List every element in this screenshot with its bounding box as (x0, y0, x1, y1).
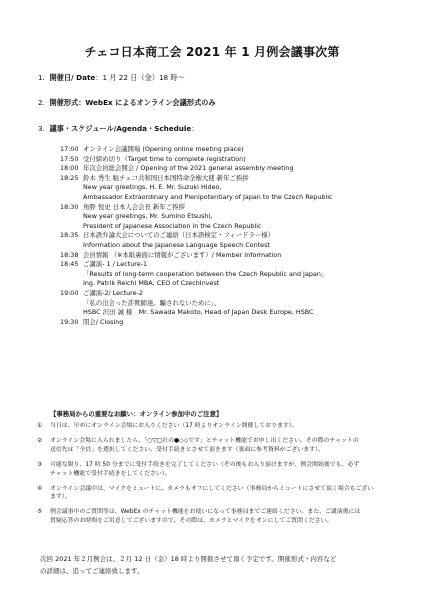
schedule-time (60, 183, 83, 193)
footer-note (40, 554, 336, 577)
notice-item (37, 422, 409, 431)
schedule-text: 年次会員総会開会 / Opening of the 2021 general assembly meeting (83, 164, 294, 173)
schedule-time (60, 241, 83, 251)
date-label: 開催日/ Date (49, 73, 96, 82)
schedule-time (60, 270, 83, 280)
schedule-time (60, 279, 83, 289)
notice-item (37, 461, 409, 479)
schedule-text: New year greetings, H. E. Mr. Suzuki Hideo, (83, 183, 222, 192)
schedule-text: ご講演-2/ Lecture-2 (83, 288, 143, 297)
schedule-row (60, 299, 410, 309)
notice-line: オンライン会場に入られましたら、「○▽□社の●◇◇です」とチャット機能でお申し出ください。その際のチャットの (50, 437, 359, 444)
schedule-row (60, 183, 410, 193)
agenda-number: 3. (38, 124, 45, 133)
schedule-row (60, 145, 410, 155)
schedule-row (60, 174, 410, 184)
page-title: チェコ日本商工会 2021 年 1 月例会議事次第 (84, 45, 340, 59)
schedule-time: 18:35 (60, 231, 79, 240)
format-number: 2. (38, 98, 45, 107)
footer-line: 次回 2021 年２月例会は、２月 12 日（金）18 時より開催させて頂く予定です。開催形式・内容など (40, 555, 337, 563)
notice-line: 送信先は「全員」を選択してください。受付手続きとさせて頂きます（裏面に参考資料がございます）。 (50, 446, 324, 453)
schedule-text: HSBC 沢田 誠 様 Mr. Sawada Makoto, Head of Japan Desk Europe, HSBC (83, 308, 314, 317)
schedule-text: 鈴木 秀生 駐チェコ共和国日本国特命全権大使 新年ご挨拶 (83, 173, 249, 182)
schedule-text: Ing. Patrik Reichl MBA, CEO of CzechInvest (83, 279, 220, 288)
schedule-text: 会員情報 （※本紙裏面に情報がございます）/ Member Information (83, 250, 282, 259)
schedule-row (60, 222, 410, 232)
schedule-time: 18:00 (60, 164, 79, 173)
schedule-time: 18:30 (60, 202, 79, 211)
notice-item (37, 508, 409, 526)
schedule-row (60, 155, 410, 165)
schedule-row (60, 260, 410, 270)
notice-text (50, 437, 409, 455)
notice-line: 当日は、早めにオンライン会場にお入りください（17 時よりオンライン開催しております）。 (50, 423, 298, 429)
date-line (38, 73, 185, 83)
schedule-text: President of Japanese Association in the Czech Republic (83, 221, 262, 230)
schedule-time (60, 212, 83, 222)
format-label: 開催形式：WebEx によるオンライン会議形式のみ (49, 98, 216, 107)
schedule-row (60, 203, 410, 213)
schedule-row (60, 279, 410, 289)
notes-list (37, 422, 409, 532)
schedule-text: Ambassador Extraordinary and Plenipotentiary of Japan to the Czech Republic (83, 192, 333, 201)
notice-text (50, 485, 409, 503)
schedule-row (60, 251, 410, 261)
notice-item (37, 485, 409, 503)
notice-marker: ⑤ (37, 509, 43, 516)
schedule-text: 受付締め切り（Target time to complete registration) (83, 154, 246, 163)
schedule-time (60, 193, 83, 203)
format-line (38, 98, 216, 108)
notice-item (37, 437, 409, 455)
date-value: ：1 月 22 日（金）18 時～ (95, 73, 185, 82)
notice-line: 質疑応答のお時間をご用意してございますので、その際は、カメラとマイクをオンにしてご質問ください。 (50, 518, 333, 525)
notice-heading: 【事務局からの重要なお願い：オンライン参加中のご注意】 (50, 410, 223, 418)
schedule-time (60, 308, 83, 318)
schedule-row (60, 289, 410, 299)
schedule-row (60, 318, 410, 328)
schedule-list (60, 145, 410, 327)
schedule-row (60, 164, 410, 174)
footer-line: の詳細は、追ってご連絡致します。 (40, 566, 144, 575)
schedule-time: 18:25 (60, 173, 79, 182)
notice-marker: ① (37, 423, 43, 429)
notice-marker: ② (37, 437, 43, 444)
agenda-line (38, 124, 198, 134)
schedule-text: ご講演- 1 / Lecture-1 (83, 260, 148, 269)
schedule-time: 17:00 (60, 145, 79, 153)
agenda-label: 議事・スケジュール/Agenda・Schedule (49, 124, 192, 133)
date-number: 1. (38, 73, 45, 82)
schedule-time: 17:50 (60, 154, 79, 163)
notice-line: ます）。 (50, 494, 71, 501)
notice-text (50, 508, 409, 526)
notice-text (50, 461, 409, 479)
schedule-text: Information about the Japanese Language Speech Contest (83, 240, 270, 249)
notice-line: 例会議事中のご質問等は、WebEx のチャット機能をお使いになって事務局までご連絡ください。また、ご講演後には (50, 509, 361, 516)
schedule-text: 「私の出会った詐欺師達。騙されないために」、 (83, 298, 221, 307)
schedule-text: 閉会/ Closing (83, 317, 124, 326)
schedule-time: 18:38 (60, 250, 79, 259)
notice-line: オンライン会議中は、マイクをミュートに、カメラもオフにしてください（事務局からミュートにさせて頂く場合もござい (50, 485, 374, 492)
schedule-text: 角野 悦史 日本人会会長 新年ご挨拶 (83, 202, 185, 211)
schedule-row (60, 212, 410, 222)
schedule-row (60, 231, 410, 241)
schedule-text: 日本語弁論大会についてのご連絡（日本語検定・フィードラー様） (83, 231, 275, 240)
notice-line: 可能な限り、17 時 50 分までに受付手続きを完了してください（その後もお入り頂けますが、例会開始後でも、必ず (50, 461, 360, 468)
notice-line: チャット機能で受付手続きをしてください）。 (50, 470, 171, 477)
schedule-time: 19:00 (60, 288, 79, 297)
schedule-row (60, 241, 410, 251)
schedule-text: オンライン会議開場 (Opening online meeting place) (83, 145, 244, 153)
schedule-row (60, 270, 410, 280)
notice-text (50, 422, 409, 431)
schedule-time: 19:30 (60, 317, 79, 326)
notice-marker: ④ (37, 485, 43, 492)
agenda-suffix: ： (191, 124, 199, 133)
schedule-row (60, 193, 410, 203)
schedule-time (60, 299, 83, 309)
schedule-text: New year greetings, Mr. Sumino Etsushi, (83, 212, 213, 221)
schedule-text: 「Results of long-term cooperation between the Czech Republic and Japan」 (83, 269, 328, 278)
schedule-row (60, 308, 410, 318)
schedule-time (60, 222, 83, 232)
notice-marker: ③ (37, 461, 43, 468)
schedule-time: 18:45 (60, 260, 79, 269)
